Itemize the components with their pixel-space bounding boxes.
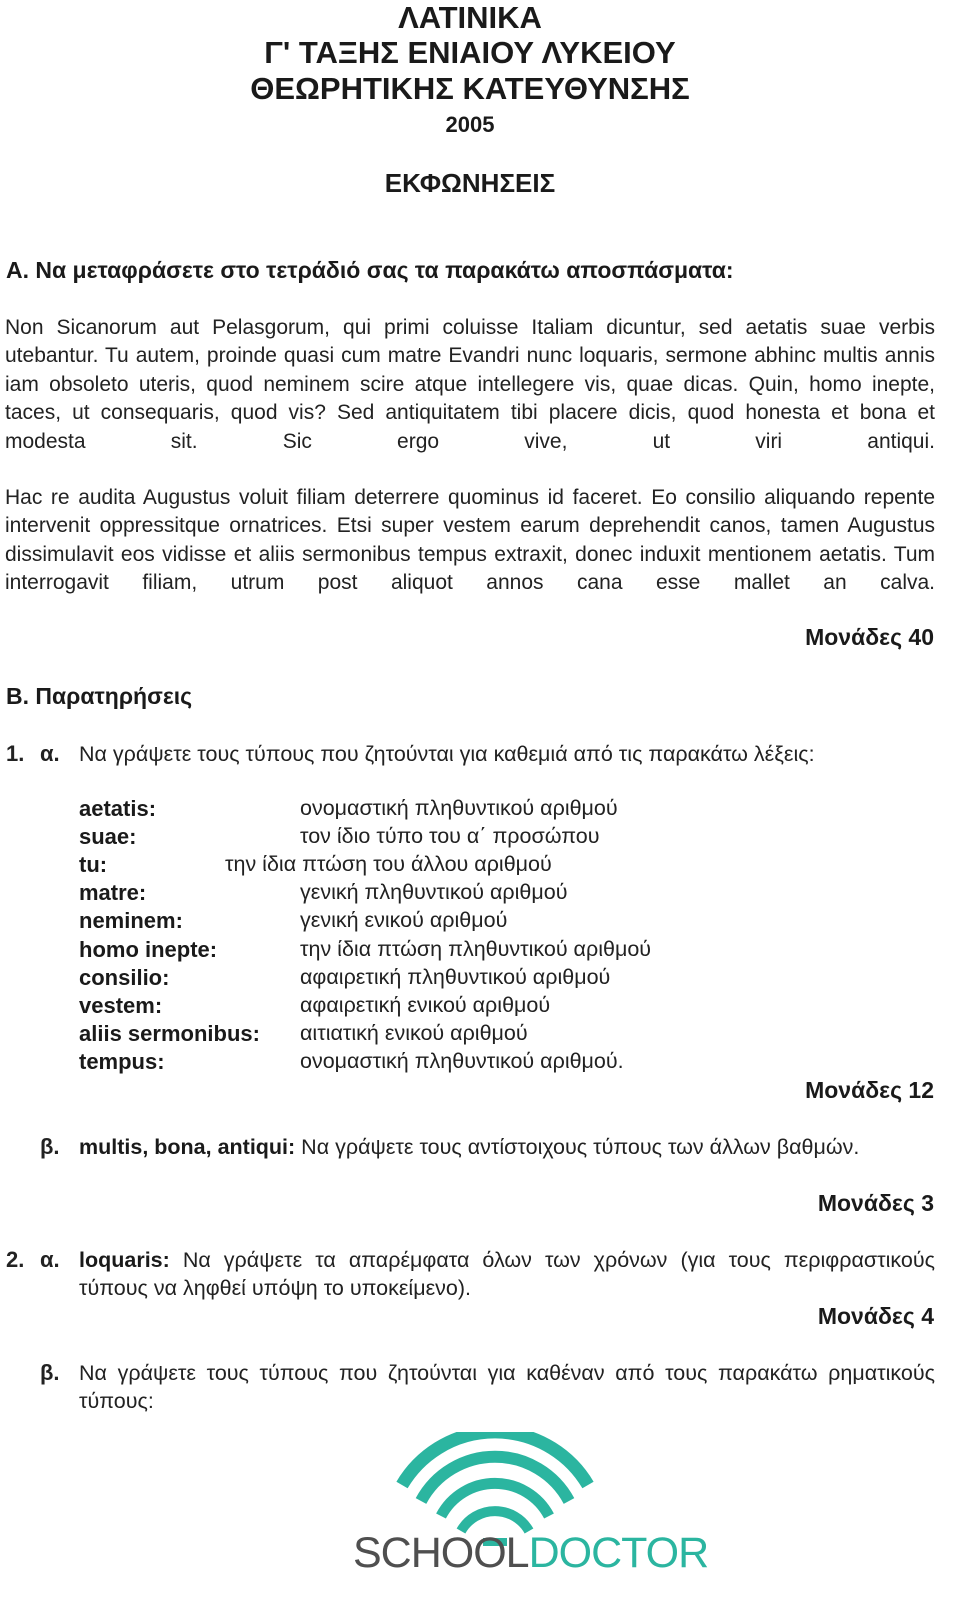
term-form: γενική ενικού αριθμού [300, 908, 508, 932]
question-2a-label: α. [40, 1247, 60, 1272]
question-2a-units: Μονάδες 4 [817, 1303, 934, 1329]
list-item [0, 937, 960, 965]
term-label: vestem: [79, 993, 163, 1018]
list-item [0, 1021, 960, 1049]
term-form: γενική πληθυντικού αριθμού [300, 880, 568, 904]
term-label: tempus: [79, 1049, 165, 1074]
question-1b-words: multis, bona, antiqui: [79, 1135, 296, 1159]
part-a-heading: Α. Να μεταφράσετε στο τετράδιό σας τα παρακάτω αποσπάσματα: [6, 257, 734, 283]
part-b-heading: Β. Παρατηρήσεις [6, 683, 193, 709]
exam-year: 2005 [445, 112, 495, 137]
grade-title: Γ' ΤΑΞΗΣ ΕΝΙΑΙΟΥ ΛΥΚΕΙΟΥ [264, 35, 676, 70]
term-form: την ίδια πτώση πληθυντικού αριθμού [300, 937, 652, 961]
question-1b-instruction: Να γράψετε τους αντίστοιχους τύπους των άλλων βαθμών. [301, 1135, 860, 1159]
latin-passage-2: Hac re audita Augustus voluit filiam deterrere quominus id faceret. Eo consilio aliquando repente intervenit oppressitque ornatrices. Etsi super vestem earum deprehendit canos, tamen Augustus dissimulavit eos vidisse et aliis sermonibus tempus extraxit, donec induxit mentionem aetatis. Tum interrogavit filiam, utrum post aliquot annos cana esse mallet an calva. [5, 486, 935, 595]
term-label: aetatis: [79, 796, 157, 821]
term-form: την ίδια πτώση του άλλου αριθμού [225, 852, 552, 876]
question-2b-label: β. [40, 1360, 60, 1385]
part-a-units: Μονάδες 40 [805, 624, 934, 650]
term-form: ονομαστική πληθυντικού αριθμού. [300, 1049, 624, 1073]
list-item [0, 824, 960, 852]
list-item [0, 796, 960, 824]
latin-passage-1: Non Sicanorum aut Pelasgorum, qui primi coluisse Italiam dicuntur, sed aetatis suae verbis utebantur. Tu autem, proinde quasi cum matre Evandri nunc loquaris, sermone abhinc multis annis iam obsoleto uteris, quod neminem scire atque intellegere vis, quae dicas. Quin, homo inepte, taces, ut consequaris, quod vis? Sed antiquitatem tibi placere dicis, quod honesta et bona et modesta sit. Sic ergo vive, ut viri antiqui. [5, 316, 935, 453]
question-1b-units: Μονάδες 3 [817, 1190, 934, 1216]
question-2b-text: Να γράψετε τους τύπους που ζητούνται για καθέναν από τους παρακάτω ρηματικούς τύπους: [79, 1361, 935, 1414]
section-title: ΕΚΦΩΝΗΣΕΙΣ [384, 168, 556, 198]
list-item [0, 993, 960, 1021]
term-label: tu: [79, 852, 108, 877]
list-item [0, 880, 960, 908]
question-1b-text [40, 1133, 935, 1161]
logo-doctor-text: DOCTOR [528, 1529, 709, 1577]
question-2-number: 2. [6, 1247, 25, 1272]
question-2a-text [79, 1246, 935, 1303]
track-title: ΘΕΩΡΗΤΙΚΗΣ ΚΑΤΕΥΘΥΝΣΗΣ [250, 71, 690, 106]
list-item [0, 852, 960, 880]
term-label: homo inepte: [79, 937, 218, 962]
term-form: αιτιατική ενικού αριθμού [300, 1021, 528, 1045]
question-1b-label: β. [40, 1134, 60, 1159]
question-1-number: 1. [6, 741, 25, 766]
term-form: ονομαστική πληθυντικού αριθμού [300, 796, 618, 820]
question-1a-units: Μονάδες 12 [805, 1077, 934, 1103]
list-item [0, 1049, 960, 1077]
term-form: αφαιρετική ενικού αριθμού [300, 993, 551, 1017]
term-label: consilio: [79, 965, 170, 990]
term-label: suae: [79, 824, 137, 849]
question-2a-instruction: Να γράψετε τα απαρέμφατα όλων των χρόνων (για τους περιφραστικούς τύπους να ληφθεί υπόψη το υποκείμενο). [79, 1248, 935, 1301]
question-1a-text: Να γράψετε τους τύπους που ζητούνται για καθεμιά από τις παρακάτω λέξεις: [79, 742, 815, 766]
subject-title: ΛΑΤΙΝΙΚΑ [398, 0, 542, 35]
wifi-signal-icon [345, 1432, 645, 1605]
list-item [0, 908, 960, 936]
term-label: aliis sermonibus: [79, 1021, 260, 1046]
schooldoctor-logo [353, 1528, 708, 1578]
list-item [0, 965, 960, 993]
term-form: αφαιρετική πληθυντικού αριθμού [300, 965, 611, 989]
question-2a-word: loquaris: [79, 1248, 170, 1272]
term-label: neminem: [79, 908, 183, 933]
term-form: τον ίδιο τύπο του α΄ προσώπου [300, 824, 600, 848]
term-label: matre: [79, 880, 147, 905]
logo-school-text: SCHOOL [353, 1529, 529, 1577]
question-1a-label: α. [40, 741, 60, 766]
